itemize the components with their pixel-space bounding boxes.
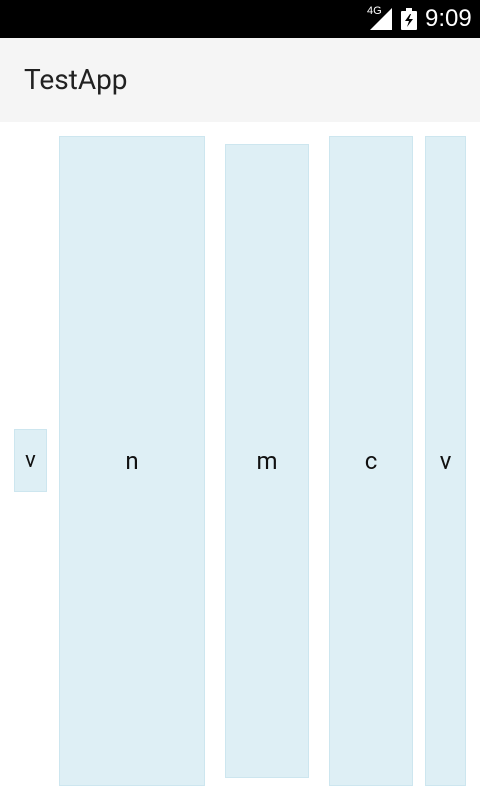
network-type-label: 4G — [367, 5, 382, 17]
app-title: TestApp — [24, 63, 128, 96]
tile-container — [0, 122, 480, 800]
tile-label: m — [256, 447, 278, 475]
tile-label: v — [439, 447, 452, 475]
battery-charging-icon — [401, 8, 417, 30]
tile-item[interactable] — [329, 136, 413, 786]
tile-label: c — [364, 447, 378, 475]
tile-item[interactable] — [425, 136, 466, 786]
action-bar — [0, 38, 480, 122]
signal-icon — [370, 8, 392, 30]
tile-label: n — [125, 447, 139, 475]
status-bar — [0, 0, 480, 38]
tile-item[interactable] — [225, 144, 309, 778]
status-time: 9:09 — [425, 5, 472, 32]
tile-item[interactable] — [14, 429, 47, 492]
tile-item[interactable] — [59, 136, 205, 786]
tile-label: v — [25, 447, 36, 473]
